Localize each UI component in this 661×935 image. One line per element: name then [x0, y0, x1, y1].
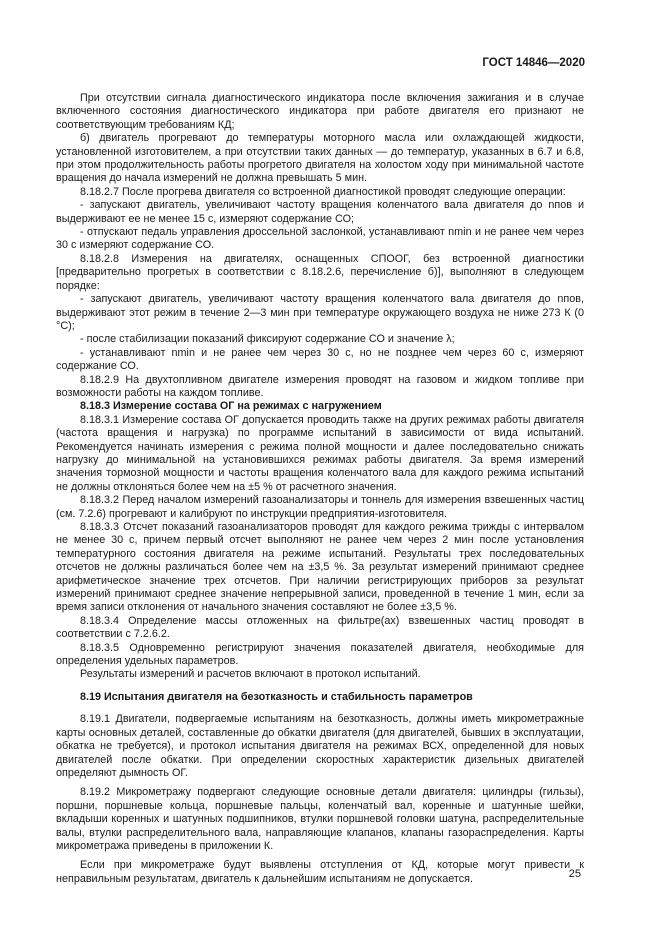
paragraph: 8.18.3.1 Измерение состава ОГ допускается проводить также на других режимах работы двигателя (частота вращения и нагрузка) по программе испытаний в зависимости от вида испытаний. Рекомендуется начинать измерения с режима полной мощности и далее последовательно снижать нагрузку до минимальной на установившихся режимах работы двигателя. За время измерений значения тормозной мощности и частоты вращения коленчатого вала для каждого режима испытаний не должны отклоняться более чем на ±5 % от расчетного значения.: [56, 413, 584, 493]
paragraph: Результаты измерений и расчетов включают в протокол испытаний.: [80, 668, 421, 681]
paragraph: 8.18.3.5 Одновременно регистрируют значения показателей двигателя, необходимые для определения удельных параметров.: [56, 641, 584, 668]
paragraph: б) двигатель прогревают до температуры моторного масла или охлаждающей жидкости, установленной изготовителем, а при отсутствии таких данных — до температур, указанных в 6.7 и 6.8, при этом продолжительность работы прогретого двигателя на холостом ходу при минимальной частоте вращения до начала измерений не должна превышать 5 мин.: [56, 132, 584, 185]
paragraph: При отсутствии сигнала диагностического индикатора после включения зажигания и в случае включенного состояния диагностического индикатора при работе двигателя его признают не соответствующим требованиям КД;: [56, 92, 584, 131]
paragraph: - устанавливают nmin и не ранее чем через 30 с, но не позднее чем через 60 с, измеряют содержание СО.: [56, 346, 584, 373]
paragraph: Если при микрометраже будут выявлены отступления от КД, которые могут привести к неправильным результатам, двигатель к дальнейшим испытаниям не допускается.: [56, 859, 584, 885]
standard-header: ГОСТ 14846—2020: [482, 57, 585, 69]
paragraph: - после стабилизации показаний фиксируют содержание СО и значение λ;: [80, 333, 455, 346]
section-heading: 8.18.3 Измерение состава ОГ на режимах с нагружением: [80, 400, 382, 413]
section-heading: 8.19 Испытания двигателя на безотказность и стабильность параметров: [80, 690, 473, 703]
paragraph: - запускают двигатель, увеличивают частоту вращения коленчатого вала двигателя до nпов и выдерживают ее не менее 15 с, измеряют содержание СО;: [56, 199, 584, 225]
paragraph: 8.18.2.8 Измерения на двигателях, оснащенных СПООГ, без встроенной диагностики [предварительно прогретых в соответствии с 8.18.2.6, перечисление б)], выполняют в следующем порядке:: [56, 252, 584, 292]
paragraph: 8.19.2 Микрометражу подвергают следующие основные детали двигателя: цилиндры (гильзы), поршни, поршневые кольца, поршневые пальцы, коленчатый вал, коренные и шатунные шейки, вкладыши коренных и шатунных подшипников, втулки поршневой головки шатуна, распределительные валы, втулки распределительного вала, направляющие клапанов, клапаны газораспределения. Карты микрометража приведены в приложении К.: [56, 786, 584, 852]
paragraph: 8.18.3.3 Отсчет показаний газоанализаторов проводят для каждого режима трижды с интервалом не менее 30 с, причем первый отсчет выполняют не ранее чем через 2 мин после установления температурного состояния двигателя на режиме испытаний. Результаты трех последовательных отсчетов не должны различаться более чем на ±3,5 %. За результат измерений принимают среднее арифметическое значение трех отсчетов. При наличии регистрирующих приборов за результат измерений принимают среднее значение непрерывной записи, проведенной в течение 1 мин, если за время записи отклонения от начального значения составляют не более ±3,5 %.: [56, 521, 584, 614]
paragraph: 8.18.2.9 На двухтопливном двигателе измерения проводят на газовом и жидком топливе при возможности работы на каждом топливе.: [56, 373, 584, 399]
document-body: [56, 92, 584, 886]
paragraph: - запускают двигатель, увеличивают частоту вращения коленчатого вала двигателя до nпов, выдерживают этот режим в течение 2—3 мин при температуре окружающего воздуха не ниже 273 К (0 °С);: [56, 293, 584, 332]
paragraph: 8.18.2.7 После прогрева двигателя со встроенной диагностикой проводят следующие операции:: [80, 185, 566, 198]
paragraph: 8.18.3.4 Определение массы отложенных на фильтре(ах) взвешенных частиц проводят в соответствии с 7.2.6.2.: [56, 614, 584, 641]
paragraph: 8.19.1 Двигатели, подвергаемые испытаниям на безотказность, должны иметь микрометражные карты основных деталей, составленные до обкатки двигателя (для двигателей, бывших в эксплуатации, обкатка не требуется), и протокол испытания двигателя на режимах ВСХ, определенной для новых двигателей после обкатки. При определении скоростных характеристик дизельных двигателей определяют дымность ОГ.: [56, 713, 584, 779]
paragraph: - отпускают педаль управления дроссельной заслонкой, устанавливают nmin и не ранее чем через 30 с измеряют содержание СО.: [56, 226, 584, 252]
paragraph: 8.18.3.2 Перед началом измерений газоанализаторы и тоннель для измерения взвешенных частиц (см. 7.2.6) прогревают и калибруют по инструкции предприятия-изготовителя.: [56, 494, 584, 520]
page-number: 25: [568, 868, 581, 880]
